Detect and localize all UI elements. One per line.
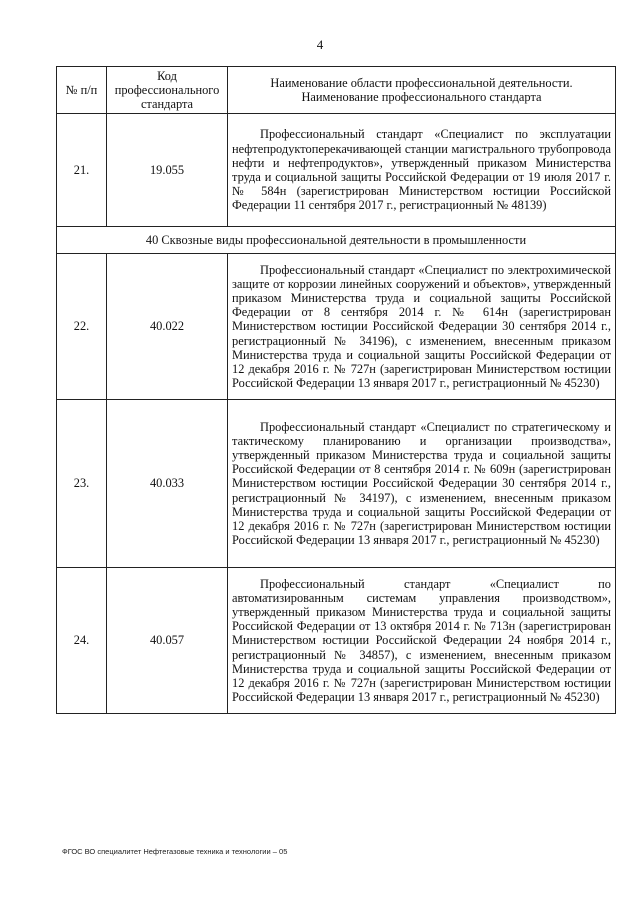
row-number: 22. xyxy=(57,254,107,400)
section-row xyxy=(57,227,616,254)
standard-description: Профессиональный стандарт «Специалист по электрохимической защите от коррозии линейных сооружений и объектов», утвержденный приказом Министерства труда и социальной защиты Российской Федерации от 8 сентября 2014 г. № 614н (зарегистрирован Министерством юстиции Российской Федерации 30 сентября 2014 г., регистрационный № 34196), с изменением, внесенным приказом Министерства труда и социальной защиты Российской Федерации от 12 декабря 2016 г. № 727н (зарегистрирован Министерством юстиции Российской Федерации 13 января 2017 г., регистрационный № 45230) xyxy=(228,254,616,400)
document-footer: ФГОС ВО специалитет Нефтегазовые техника и технологии – 05 xyxy=(62,847,288,856)
table-header-row xyxy=(57,67,616,114)
standards-table xyxy=(56,66,616,714)
standard-description: Профессиональный стандарт «Специалист по автоматизированным системам управления производством», утвержденный приказом Министерства труда и социальной защиты Российской Федерации от 13 октября 2014 г. № 713н (зарегистрирован Министерством юстиции Российской Федерации 24 ноября 2014 г., регистрационный № 34857), с изменением, внесенным приказом Министерства труда и социальной защиты Российской Федерации от 12 декабря 2016 г. № 727н (зарегистрирован Министерством юстиции Российской Федерации 13 января 2017 г., регистрационный № 45230) xyxy=(228,568,616,714)
row-number: 23. xyxy=(57,400,107,568)
row-number: 24. xyxy=(57,568,107,714)
table-row xyxy=(57,568,616,714)
table-row xyxy=(57,400,616,568)
section-title: 40 Сквозные виды профессиональной деятельности в промышленности xyxy=(57,227,616,254)
header-name: Наименование области профессиональной деятельности. Наименование профессионального стандарта xyxy=(228,67,616,114)
header-code: Код профессионального стандарта xyxy=(107,67,228,114)
standard-code: 40.057 xyxy=(107,568,228,714)
standard-description: Профессиональный стандарт «Специалист по эксплуатации нефтепродуктоперекачивающей станции магистрального трубопровода нефти и нефтепродуктов», утвержденный приказом Министерства труда и социальной защиты Российской Федерации от 19 июля 2017 г. № 584н (зарегистрирован Министерством юстиции Российской Федерации 11 сентября 2017 г., регистрационный № 48139) xyxy=(228,114,616,227)
standard-code: 40.033 xyxy=(107,400,228,568)
standard-description: Профессиональный стандарт «Специалист по стратегическому и тактическому планированию и организации производства», утвержденный приказом Министерства труда и социальной защиты Российской Федерации от 8 сентября 2014 г. № 609н (зарегистрирован Министерством юстиции Российской Федерации 30 сентября 2014 г., регистрационный № 34197), с изменением, внесенным приказом Министерства труда и социальной защиты Российской Федерации от 12 декабря 2016 г. № 727н (зарегистрирован Министерством юстиции Российской Федерации 13 января 2017 г., регистрационный № 45230) xyxy=(228,400,616,568)
standard-code: 40.022 xyxy=(107,254,228,400)
header-num: № п/п xyxy=(57,67,107,114)
standard-code: 19.055 xyxy=(107,114,228,227)
page-number: 4 xyxy=(316,37,324,52)
table-row xyxy=(57,114,616,227)
row-number: 21. xyxy=(57,114,107,227)
table-row xyxy=(57,254,616,400)
